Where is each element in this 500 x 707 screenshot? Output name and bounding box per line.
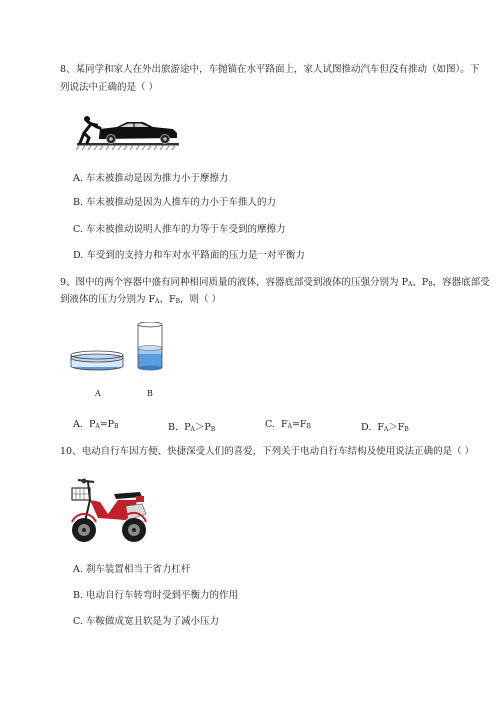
q9-opt-d-l: F (377, 422, 384, 433)
q9-opt-b-letter: B. (168, 422, 179, 433)
q9-option-a[interactable] (73, 419, 118, 430)
q9-option-b[interactable] (168, 419, 215, 433)
q9-opt-d-letter: D. (361, 422, 372, 433)
q9-option-c[interactable] (265, 419, 311, 430)
q9-option-d[interactable] (361, 419, 409, 433)
q9-opt-d-op: ＞F (388, 422, 405, 433)
q9-stem-text: 9、图中的两个容器中盛有同种相同质量的液体，容器底部受到液体的压强分别为 P (60, 277, 408, 288)
q10-option-c[interactable]: C. 车鞍做成宽且软是为了减小压力 (73, 616, 219, 627)
containers-illustration (68, 322, 178, 384)
container-b-label: B (147, 389, 153, 398)
q10-option-a[interactable]: A. 刹车装置相当于省力杠杆 (73, 564, 191, 575)
q9-opt-c-l: F (281, 419, 288, 430)
car-push-illustration (73, 113, 183, 153)
q10-option-b[interactable]: B. 电动自行车转弯时受到平衡力的作用 (73, 590, 239, 601)
q9-opt-c-letter: C. (265, 419, 275, 430)
q8-option-c[interactable]: C. 车未被推动说明人推车的力等于车受到的摩擦力 (73, 224, 286, 235)
q9-sub-b: B (428, 281, 433, 288)
q9-opt-a-l: P (88, 419, 96, 430)
q8-option-a[interactable]: A. 车未被推动是因为推力小于摩擦力 (73, 173, 229, 184)
q10-stem-line1: 10、电动自行车因方便、快捷深受人们的喜爱，下列关于电动自行车结构及使用说法正确的是（ ） (60, 446, 475, 457)
q9-opt-a-ls: A (95, 423, 100, 430)
q8-stem-line1: 8、某同学和家人在外出旅游途中，车抛锚在水平路面上，家人试图推动汽车但没有推动（如图）。下 (60, 64, 480, 75)
q9-opt-a-letter: A. (73, 419, 83, 430)
q9-opt-b-rs: B (210, 426, 216, 433)
q9-opt-d-rs: B (404, 426, 409, 433)
electric-bike-illustration (68, 470, 154, 548)
q8-option-d[interactable]: D. 车受到的支持力和车对水平路面的压力是一对平衡力 (73, 250, 305, 261)
q9-stem2-post: ，则（ ） (179, 294, 222, 305)
q9-stem-post: ，容器底部受 (432, 277, 490, 288)
q9-sub-a: A (407, 281, 413, 288)
q9-stem-sep: 、P (412, 277, 429, 288)
q8-stem-line2: 列说法中正确的是（ ） (60, 82, 159, 93)
q9-opt-a-rs: B (114, 423, 119, 430)
q9-opt-d-ls: A (383, 426, 389, 433)
q9-stem2-sep: 、F (159, 294, 176, 305)
q9-opt-b-op: ＞P (194, 422, 211, 433)
q9-opt-c-op: =F (291, 419, 307, 430)
container-a-label: A (95, 389, 101, 398)
q9-opt-a-op: =P (99, 419, 115, 430)
q8-option-b[interactable]: B. 车未被推动是因为人推车的力小于车推人的力 (73, 197, 277, 208)
q9-sub2-b: B (175, 298, 180, 305)
q9-opt-b-l: P (184, 422, 191, 433)
q9-opt-c-rs: B (306, 423, 311, 430)
q9-stem2-text: 到液体的压力分别为 F (60, 294, 156, 305)
q9-stem-line2 (60, 290, 221, 311)
q9-opt-c-ls: A (287, 423, 292, 430)
q9-sub2-a: A (155, 298, 160, 305)
q9-opt-b-ls: A (190, 426, 195, 433)
